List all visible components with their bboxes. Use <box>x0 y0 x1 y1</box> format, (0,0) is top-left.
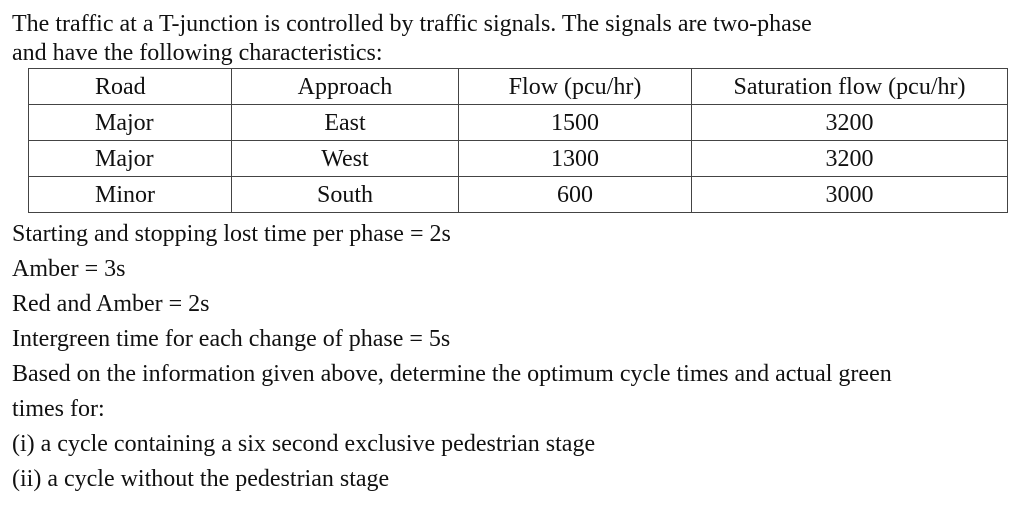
cell-road: Major <box>29 105 232 141</box>
header-flow: Flow (pcu/hr) <box>459 69 692 105</box>
cell-approach: East <box>232 105 459 141</box>
intro-line-1: The traffic at a T-junction is controlled by traffic signals. The signals are two-phase <box>12 11 812 37</box>
intro-line-2: and have the following characteristics: <box>12 40 383 66</box>
cell-road: Major <box>29 141 232 177</box>
question-line-2: times for: <box>12 396 105 422</box>
table-row <box>29 141 1008 177</box>
signal-characteristics-table <box>28 68 1008 213</box>
cell-saturation-flow: 3000 <box>692 177 1008 213</box>
cell-approach: South <box>232 177 459 213</box>
amber-line: Amber = 3s <box>12 256 126 282</box>
header-approach: Approach <box>232 69 459 105</box>
header-road: Road <box>29 69 232 105</box>
cell-saturation-flow: 3200 <box>692 105 1008 141</box>
question-part-i: (i) a cycle containing a six second exclusive pedestrian stage <box>12 431 596 457</box>
question-part-ii: (ii) a cycle without the pedestrian stage <box>12 466 390 492</box>
lost-time-line: Starting and stopping lost time per phase = 2s <box>12 221 451 247</box>
cell-saturation-flow: 3200 <box>692 141 1008 177</box>
header-saturation-flow: Saturation flow (pcu/hr) <box>692 69 1008 105</box>
question-line-1: Based on the information given above, determine the optimum cycle times and actual green <box>12 361 892 387</box>
red-amber-line: Red and Amber = 2s <box>12 291 210 317</box>
table-row <box>29 177 1008 213</box>
table-header-row <box>29 69 1008 105</box>
cell-flow: 1300 <box>459 141 692 177</box>
table-row <box>29 105 1008 141</box>
cell-flow: 600 <box>459 177 692 213</box>
cell-flow: 1500 <box>459 105 692 141</box>
cell-approach: West <box>232 141 459 177</box>
intergreen-line: Intergreen time for each change of phase = 5s <box>12 326 451 352</box>
cell-road: Minor <box>29 177 232 213</box>
